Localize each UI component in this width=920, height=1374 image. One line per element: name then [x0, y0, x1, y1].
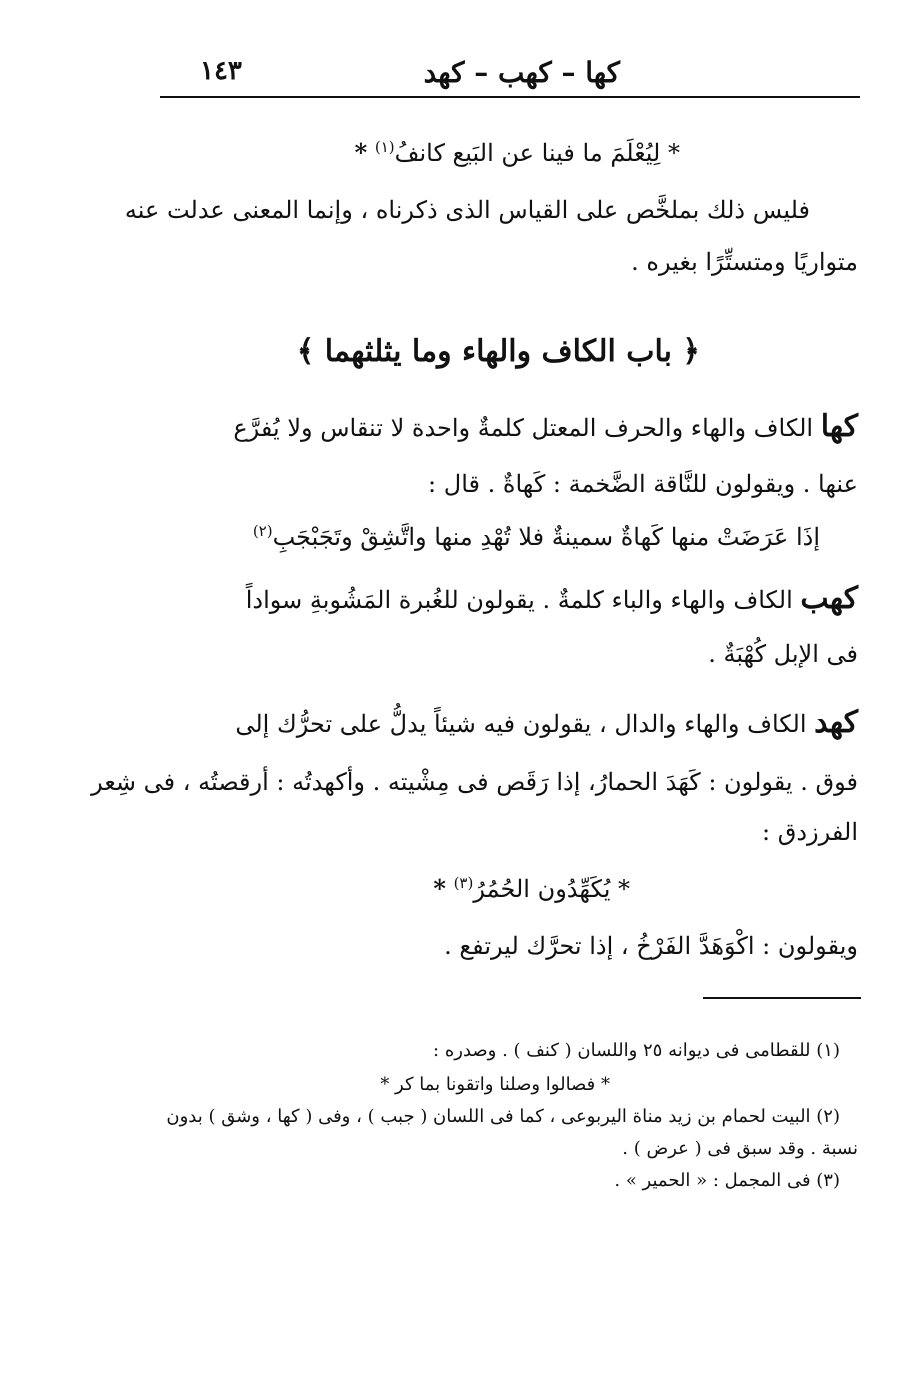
entry-text: الكاف والهاء والحرف المعتل كلمةٌ واحدة لا تنقاس ولا يُفرَّع	[233, 414, 814, 442]
running-header-title: كها – كهب – كهد	[423, 56, 620, 89]
footnote-ref: (٢)	[252, 522, 273, 540]
entry-line: فى الإبل كُهْبَةٌ .	[708, 640, 858, 668]
footnote-ref: (١)	[374, 138, 395, 156]
entry-headword: كهد	[814, 705, 858, 740]
entry-line: عنها . ويقولون للنَّاقة الضَّخمة : كَهاةٌ . قال :	[428, 470, 858, 498]
paragraph-line: فليس ذلك بملخَّص على القياس الذى ذكرناه ، وإنما المعنى عدلت عنه	[124, 196, 810, 224]
entry-line: الفرزدق :	[762, 818, 858, 846]
page-number: ١٤٣	[200, 56, 242, 86]
verse-text: * يُكَهِّدُون الحُمُرُ	[473, 875, 630, 903]
footnote-2: (٢) البيت لحمام بن زيد مناة اليربوعى ، كما فى اللسان ( جبب ) ، وفى ( كها ، وشق ) بدون	[166, 1106, 840, 1127]
verse-text: * لِيُعْلَمَ ما فينا عن البَيع كانفُ	[394, 139, 680, 167]
verse-line	[253, 524, 820, 549]
verse-line	[433, 876, 630, 901]
entry-line	[245, 581, 858, 616]
entry-text: الكاف والهاء والدال ، يقولون فيه شيئاً يدلُّ على تحرُّك إلى	[235, 710, 807, 738]
verse-star: *	[433, 874, 446, 903]
entry-line: ويقولون : اكْوَهَدَّ الفَرْخُ ، إذا تحرَّك ليرتفع .	[444, 932, 858, 960]
header-rule	[160, 96, 860, 98]
entry-text: الكاف والهاء والباء كلمةٌ . يقولون للغُبرة المَشُوبةِ سواداً	[245, 586, 793, 614]
verse-star: *	[354, 138, 368, 167]
footnote-2-cont: نسبة . وقد سبق فى ( عرض ) .	[622, 1138, 858, 1159]
footnote-rule	[703, 997, 861, 999]
paragraph-line: متواريًا ومتستِّرًا بغيره .	[631, 248, 858, 276]
footnote-ref: (٣)	[453, 874, 474, 892]
section-heading: ﴿ باب الكاف والهاء وما يثلثهما ﴾	[296, 334, 700, 369]
footnote-3: (٣) فى المجمل : « الحمير » .	[614, 1170, 840, 1191]
entry-headword: كها	[820, 409, 858, 444]
entry-line: فوق . يقولون : كَهَدَ الحمارُ، إذا رَقَص فى مِشْيته . وأكهدتُه : أرقصتُه ، فى شِعر	[91, 768, 858, 796]
entry-line	[235, 705, 858, 740]
footnote-1-verse: * فصالوا وصلنا واتقونا بما كر *	[380, 1074, 610, 1095]
verse-text: إذَا عَرَضَتْ منها كَهاةٌ سمينةٌ فلا تُهْدِ منها واتَّشِقْ وتَجَبْجَبِ	[272, 523, 820, 551]
entry-headword: كهب	[800, 581, 858, 616]
footnote-1: (١) للقطامى فى ديوانه ٢٥ واللسان ( كنف ) . وصدره :	[433, 1040, 840, 1061]
verse-line	[355, 140, 680, 165]
entry-line	[233, 409, 858, 444]
